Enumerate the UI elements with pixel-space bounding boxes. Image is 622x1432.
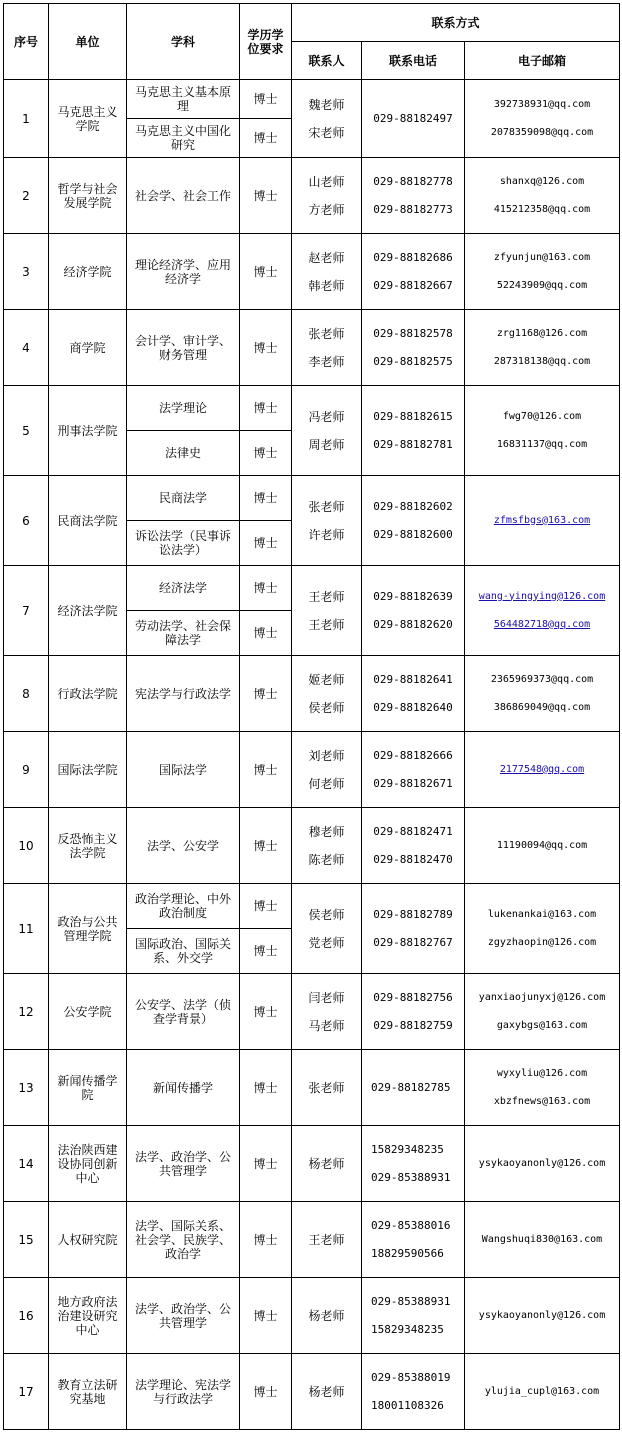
unit-name: 教育立法研究基地 [49,1354,127,1430]
contact-email-list [468,1233,616,1247]
row-number: 14 [4,1126,49,1202]
degree-requirement: 博士 [240,1126,292,1202]
contact-person-list [295,908,358,950]
subject-name: 法律史 [127,431,240,476]
contact-emails-cell [465,732,620,808]
contact-phone: 18829590566 [371,1246,444,1260]
contact-person-list [295,1385,358,1399]
header-person: 联系人 [292,42,362,80]
contact-emails-cell [465,566,620,656]
contact-phone: 029-85388016 [371,1218,451,1232]
table-row [4,1126,620,1202]
row-number: 17 [4,1354,49,1430]
contact-person: 闫老师 [308,990,345,1005]
contact-email: 386869049@qq.com [493,701,591,713]
recruitment-contact-table [3,3,620,1430]
contact-phones-cell [362,476,465,566]
contact-phone: 029-88182759 [373,1018,453,1032]
contact-person-list [295,991,358,1033]
contact-phones-cell [362,1202,465,1278]
contact-person-list [295,1081,358,1095]
contact-person-list [295,251,358,293]
contact-persons-cell [292,1050,362,1126]
contact-person: 侯老师 [308,907,345,922]
unit-name: 马克思主义学院 [49,80,127,158]
table-header [4,4,620,80]
contact-phone: 18001108326 [371,1398,444,1412]
contact-email: 287318138@qq.com [493,355,591,367]
contact-person: 何老师 [308,776,345,791]
contact-phones-cell [362,656,465,732]
contact-persons-cell [292,1126,362,1202]
row-number: 7 [4,566,49,656]
header-contact-group: 联系方式 [292,4,620,42]
contact-phones-cell [362,884,465,974]
contact-phone: 029-88182602 [373,499,453,513]
contact-person: 姬老师 [308,672,345,687]
contact-phone: 15829348235 [371,1322,444,1336]
contact-person: 陈老师 [308,852,345,867]
row-number: 11 [4,884,49,974]
table-row [4,158,620,234]
contact-phone: 029-88182773 [373,202,453,216]
contact-emails-cell [465,1050,620,1126]
contact-phone: 029-88182600 [373,527,453,541]
degree-requirement: 博士 [240,476,292,521]
contact-person-list [295,825,358,867]
contact-phone-list [365,112,461,126]
contact-emails-cell [465,158,620,234]
contact-email[interactable]: 564482718@qq.com [493,618,591,630]
contact-persons-cell [292,656,362,732]
contact-email-list [468,327,616,369]
row-number: 12 [4,974,49,1050]
contact-phone-list [365,825,461,867]
table-row [4,1278,620,1354]
contact-person: 张老师 [308,326,345,341]
contact-phone: 029-88182497 [373,111,453,125]
contact-email: shanxq@126.com [499,175,585,187]
contact-email[interactable]: zfmsfbgs@163.com [493,514,591,526]
degree-requirement: 博士 [240,521,292,566]
contact-phone-list [365,1081,461,1095]
contact-phone: 029-88182471 [373,824,453,838]
unit-name: 国际法学院 [49,732,127,808]
contact-email: 2365969373@qq.com [490,673,594,685]
degree-requirement: 博士 [240,732,292,808]
header-subject: 学科 [127,4,240,80]
unit-name: 行政法学院 [49,656,127,732]
contact-email-list [468,410,616,452]
contact-phone: 029-85388931 [371,1294,451,1308]
contact-phone-list [365,590,461,632]
contact-phone: 029-88182789 [373,907,453,921]
contact-persons-cell [292,1354,362,1430]
degree-requirement: 博士 [240,656,292,732]
contact-phone: 029-88182667 [373,278,453,292]
table-row [4,656,620,732]
unit-name: 公安学院 [49,974,127,1050]
contact-phones-cell [362,158,465,234]
contact-phone: 029-88182639 [373,589,453,603]
contact-person: 杨老师 [308,1308,345,1323]
contact-email: ylujia_cupl@163.com [484,1385,600,1397]
contact-persons-cell [292,476,362,566]
contact-email: zgyzhaopin@126.com [487,936,597,948]
unit-name: 法治陕西建设协同创新中心 [49,1126,127,1202]
subject-name: 政治学理论、中外政治制度 [127,884,240,929]
contact-person-list [295,175,358,217]
degree-requirement: 博士 [240,158,292,234]
contact-phone: 029-88182641 [373,672,453,686]
subject-name: 法学、公安学 [127,808,240,884]
contact-email: zrg1168@126.com [496,327,588,339]
header-phone: 联系电话 [362,42,465,80]
contact-emails-cell [465,386,620,476]
contact-person: 王老师 [308,617,345,632]
contact-person: 张老师 [308,499,345,514]
subject-name: 公安学、法学（侦查学背景） [127,974,240,1050]
degree-requirement: 博士 [240,119,292,158]
contact-person: 冯老师 [308,409,345,424]
contact-phone-list [365,500,461,542]
contact-email-list [468,991,616,1033]
contact-email[interactable]: wang-yingying@126.com [478,590,606,602]
row-number: 3 [4,234,49,310]
contact-person: 穆老师 [308,824,345,839]
contact-emails-cell [465,1126,620,1202]
contact-phone: 029-88182756 [373,990,453,1004]
contact-emails-cell [465,476,620,566]
contact-persons-cell [292,80,362,158]
contact-phones-cell [362,1354,465,1430]
contact-person: 魏老师 [308,97,345,112]
header-no: 序号 [4,4,49,80]
contact-email-list [468,839,616,853]
contact-email: 11190094@qq.com [496,839,588,851]
subject-name: 理论经济学、应用经济学 [127,234,240,310]
contact-persons-cell [292,974,362,1050]
degree-requirement: 博士 [240,611,292,656]
contact-email-list [468,673,616,715]
table-row [4,732,620,808]
contact-person-list [295,1309,358,1323]
contact-phone: 029-88182666 [373,748,453,762]
contact-phones-cell [362,1050,465,1126]
contact-emails-cell [465,656,620,732]
contact-phone-list [365,327,461,369]
table-row [4,476,620,521]
contact-emails-cell [465,1354,620,1430]
contact-person: 李老师 [308,354,345,369]
contact-email-list [468,908,616,950]
contact-email: ysykaoyanonly@126.com [478,1309,606,1321]
contact-emails-cell [465,808,620,884]
contact-person-list [295,1157,358,1171]
table-row [4,1354,620,1430]
contact-person: 刘老师 [308,748,345,763]
subject-name: 宪法学与行政法学 [127,656,240,732]
contact-phone: 029-88182575 [373,354,453,368]
contact-person: 山老师 [308,174,345,189]
contact-person: 侯老师 [308,700,345,715]
contact-phones-cell [362,1278,465,1354]
contact-email-list [468,1385,616,1399]
contact-person: 宋老师 [308,125,345,140]
contact-email: Wangshuqi830@163.com [481,1233,603,1245]
degree-requirement: 博士 [240,1050,292,1126]
contact-person-list [295,590,358,632]
subject-name: 社会学、社会工作 [127,158,240,234]
table-row [4,234,620,310]
contact-email: yanxiaojunyxj@126.com [478,991,606,1003]
contact-person-list [295,410,358,452]
subject-name: 法学、政治学、公共管理学 [127,1126,240,1202]
contact-phone-list [365,673,461,715]
contact-email-list [468,1067,616,1109]
table-row [4,310,620,386]
subject-name: 国际政治、国际关系、外交学 [127,929,240,974]
unit-name: 新闻传播学院 [49,1050,127,1126]
contact-email: ysykaoyanonly@126.com [478,1157,606,1169]
subject-name: 新闻传播学 [127,1050,240,1126]
contact-persons-cell [292,566,362,656]
table-row [4,1202,620,1278]
degree-requirement: 博士 [240,386,292,431]
contact-person-list [295,500,358,542]
subject-name: 经济法学 [127,566,240,611]
contact-email-list [468,514,616,528]
contact-email-list [468,98,616,140]
row-number: 13 [4,1050,49,1126]
subject-name: 法学理论、宪法学与行政法学 [127,1354,240,1430]
contact-phone: 029-85388931 [371,1170,451,1184]
degree-requirement: 博士 [240,974,292,1050]
contact-person: 周老师 [308,437,345,452]
contact-phones-cell [362,310,465,386]
contact-person-list [295,673,358,715]
contact-person: 王老师 [308,1232,345,1247]
contact-phone: 029-88182686 [373,250,453,264]
subject-name: 马克思主义中国化研究 [127,119,240,158]
contact-persons-cell [292,732,362,808]
contact-person: 马老师 [308,1018,345,1033]
subject-name: 法学、国际关系、社会学、民族学、政治学 [127,1202,240,1278]
contact-person: 许老师 [308,527,345,542]
contact-email-list [468,251,616,293]
contact-email-list [468,1157,616,1171]
subject-name: 法学理论 [127,386,240,431]
contact-email: wyxyliu@126.com [496,1067,588,1079]
contact-persons-cell [292,386,362,476]
degree-requirement: 博士 [240,929,292,974]
contact-email: lukenankai@163.com [487,908,597,920]
contact-phones-cell [362,386,465,476]
contact-emails-cell [465,234,620,310]
contact-email: 392738931@qq.com [493,98,591,110]
subject-name: 马克思主义基本原理 [127,80,240,119]
degree-requirement: 博士 [240,808,292,884]
subject-name: 劳动法学、社会保障法学 [127,611,240,656]
contact-phones-cell [362,974,465,1050]
table-row [4,974,620,1050]
contact-phone: 029-88182778 [373,174,453,188]
contact-emails-cell [465,80,620,158]
contact-person: 赵老师 [308,250,345,265]
contact-email: xbzfnews@163.com [493,1095,591,1107]
contact-phone: 029-88182767 [373,935,453,949]
header-degree: 学历学位要求 [240,4,292,80]
contact-person-list [295,749,358,791]
subject-name: 民商法学 [127,476,240,521]
unit-name: 民商法学院 [49,476,127,566]
contact-phone-list [365,175,461,217]
contact-persons-cell [292,1202,362,1278]
degree-requirement: 博士 [240,1354,292,1430]
contact-persons-cell [292,1278,362,1354]
contact-phone-list [365,1143,461,1185]
row-number: 5 [4,386,49,476]
contact-emails-cell [465,1278,620,1354]
contact-phone: 029-88182640 [373,700,453,714]
contact-phone: 029-88182781 [373,437,453,451]
row-number: 16 [4,1278,49,1354]
table-row [4,808,620,884]
unit-name: 地方政府法治建设研究中心 [49,1278,127,1354]
unit-name: 人权研究院 [49,1202,127,1278]
contact-person-list [295,1233,358,1247]
contact-phone: 029-88182470 [373,852,453,866]
row-number: 10 [4,808,49,884]
unit-name: 经济法学院 [49,566,127,656]
contact-persons-cell [292,884,362,974]
unit-name: 经济学院 [49,234,127,310]
unit-name: 政治与公共管理学院 [49,884,127,974]
contact-phone-list [365,991,461,1033]
contact-phone-list [365,1371,461,1413]
contact-phones-cell [362,732,465,808]
contact-phones-cell [362,808,465,884]
contact-persons-cell [292,234,362,310]
contact-email: 16831137@qq.com [496,438,588,450]
contact-emails-cell [465,310,620,386]
degree-requirement: 博士 [240,1202,292,1278]
contact-email: 2078359098@qq.com [490,126,594,138]
contact-email-list [468,175,616,217]
contact-person: 杨老师 [308,1156,345,1171]
contact-phone: 029-88182671 [373,776,453,790]
header-unit: 单位 [49,4,127,80]
contact-person: 张老师 [308,1080,345,1095]
contact-emails-cell [465,1202,620,1278]
contact-phones-cell [362,234,465,310]
contact-phone: 029-88182578 [373,326,453,340]
contact-email: gaxybgs@163.com [496,1019,588,1031]
contact-email-list [468,590,616,632]
contact-email: zfyunjun@163.com [493,251,591,263]
contact-phone: 029-88182620 [373,617,453,631]
contact-person: 党老师 [308,935,345,950]
table-body [4,80,620,1430]
row-number: 1 [4,80,49,158]
contact-phone-list [365,1219,461,1261]
unit-name: 商学院 [49,310,127,386]
contact-email: 52243909@qq.com [496,279,588,291]
subject-name: 法学、政治学、公共管理学 [127,1278,240,1354]
row-number: 8 [4,656,49,732]
subject-name: 会计学、审计学、财务管理 [127,310,240,386]
contact-email: fwg70@126.com [502,410,582,422]
contact-person-list [295,98,358,140]
unit-name: 哲学与社会发展学院 [49,158,127,234]
contact-phones-cell [362,566,465,656]
row-number: 6 [4,476,49,566]
degree-requirement: 博士 [240,80,292,119]
contact-email-list [468,763,616,777]
contact-person-list [295,327,358,369]
row-number: 2 [4,158,49,234]
contact-emails-cell [465,884,620,974]
contact-phone-list [365,1295,461,1337]
contact-person: 方老师 [308,202,345,217]
degree-requirement: 博士 [240,884,292,929]
unit-name: 反恐怖主义法学院 [49,808,127,884]
table-row [4,386,620,431]
contact-person: 韩老师 [308,278,345,293]
contact-phones-cell [362,80,465,158]
degree-requirement: 博士 [240,310,292,386]
row-number: 4 [4,310,49,386]
contact-email-list [468,1309,616,1323]
contact-person: 王老师 [308,589,345,604]
row-number: 15 [4,1202,49,1278]
degree-requirement: 博士 [240,234,292,310]
contact-emails-cell [465,974,620,1050]
subject-name: 诉讼法学（民事诉讼法学） [127,521,240,566]
table-row [4,1050,620,1126]
table-row [4,884,620,929]
contact-phone: 15829348235 [371,1142,444,1156]
table-row [4,566,620,611]
table-row [4,80,620,119]
contact-phone-list [365,410,461,452]
contact-phone: 029-88182615 [373,409,453,423]
unit-name: 刑事法学院 [49,386,127,476]
contact-phones-cell [362,1126,465,1202]
contact-person: 杨老师 [308,1384,345,1399]
contact-phone-list [365,749,461,791]
contact-phone-list [365,908,461,950]
contact-email: 415212358@qq.com [493,203,591,215]
row-number: 9 [4,732,49,808]
header-email: 电子邮箱 [465,42,620,80]
degree-requirement: 博士 [240,566,292,611]
contact-phone: 029-85388019 [371,1370,451,1384]
subject-name: 国际法学 [127,732,240,808]
contact-persons-cell [292,310,362,386]
degree-requirement: 博士 [240,1278,292,1354]
contact-phone-list [365,251,461,293]
contact-phone: 029-88182785 [371,1080,451,1094]
contact-persons-cell [292,158,362,234]
contact-persons-cell [292,808,362,884]
contact-email[interactable]: 2177548@qq.com [499,763,585,775]
degree-requirement: 博士 [240,431,292,476]
